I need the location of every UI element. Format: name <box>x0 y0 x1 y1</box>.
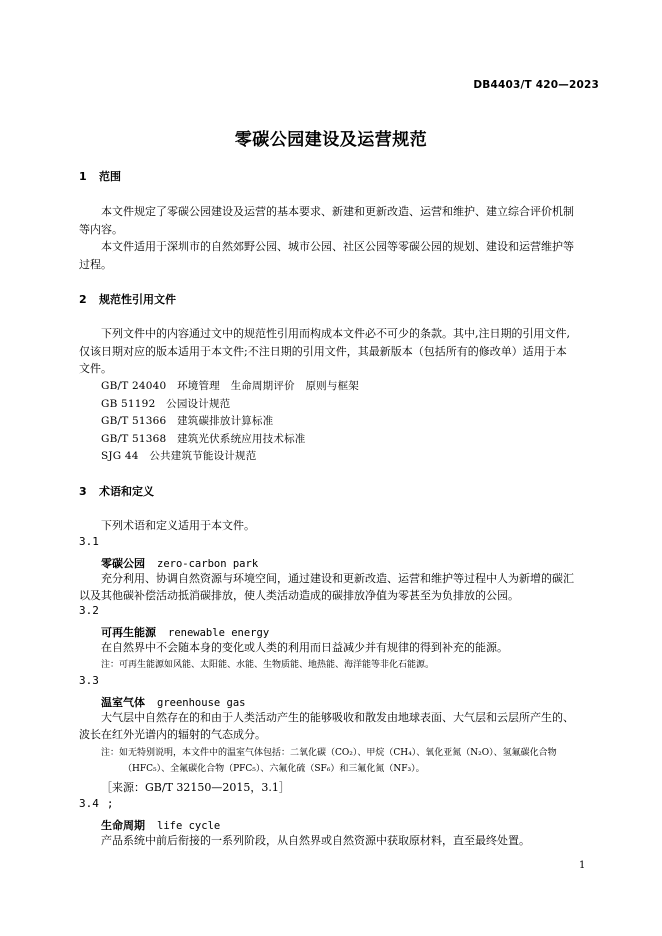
section-3-heading <box>79 483 154 499</box>
scope-paragraph-2-line-2: 过程。 <box>79 258 112 271</box>
scope-paragraph-2-line-1: 本文件适用于深圳市的自然郊野公园、城市公园、社区公园等零碳公园的规划、建设和运营维护等 <box>101 240 574 253</box>
term-3-1-number: 3.1 <box>79 535 99 548</box>
term-3-2-chinese: 可再生能源 <box>101 626 156 639</box>
term-3-3-definition-line-2: 波长在红外光谱内的辐射的气态成分。 <box>79 728 266 741</box>
term-3-3-source: ［来源：GB/T 32150—2015，3.1］ <box>101 781 290 794</box>
section-2-title: 规范性引用文件 <box>99 293 176 306</box>
term-3-3-note-line-1: 注：如无特别说明，本文件中的温室气体包括：二氧化碳（CO₂）、甲烷（CH₄）、氧化亚氮（N₂O）、氢氟碳化合物 <box>101 748 557 758</box>
normative-intro-line-3: 文件。 <box>79 362 112 375</box>
normative-intro-line-2: 仅该日期对应的版本适用于本文件;不注日期的引用文件，其最新版本（包括所有的修改单）适用于本 <box>79 345 567 358</box>
reference-item: GB/T 51368 建筑光伏系统应用技术标准 <box>101 433 306 445</box>
document-title: 零碳公园建设及运营规范 <box>234 130 428 150</box>
term-3-2-heading <box>101 621 269 640</box>
terms-intro: 下列术语和定义适用于本文件。 <box>101 519 255 532</box>
term-3-3-number: 3.3 <box>79 674 99 687</box>
page-number: 1 <box>579 860 586 871</box>
reference-item: GB/T 51366 建筑碳排放计算标准 <box>101 415 274 427</box>
term-3-3-note-line-2: （HFC₅）、全氟碳化合物（PFC₅）、六氟化硫（SF₆）和三氟化氮（NF₃）。 <box>123 764 425 774</box>
term-3-4-definition: 产品系统中前后衔接的一系列阶段，从自然界或自然资源中获取原材料，直至最终处置。 <box>101 834 530 847</box>
term-3-2-definition: 在自然界中不会随本身的变化或人类的利用而日益减少并有规律的得到补充的能源。 <box>101 641 508 654</box>
term-3-4-chinese: 生命周期 <box>101 819 145 832</box>
reference-item: SJG 44 公共建筑节能设计规范 <box>101 450 257 462</box>
term-3-4-mark: ; <box>106 797 114 810</box>
term-3-2-note: 注：可再生能源如风能、太阳能、水能、生物质能、地热能、海洋能等非化石能源。 <box>101 660 435 670</box>
term-3-1-english: zero-carbon park <box>157 558 259 570</box>
section-3-title: 术语和定义 <box>99 485 154 498</box>
term-3-1-chinese: 零碳公园 <box>101 557 145 570</box>
term-3-1-definition-line-1: 充分利用、协调自然资源与环境空间，通过建设和更新改造、运营和维护等过程中人为新增的碳汇 <box>101 572 574 585</box>
section-3-number: 3 <box>79 485 87 498</box>
scope-paragraph-1-line-1: 本文件规定了零碳公园建设及运营的基本要求、新建和更新改造、运营和维护、建立综合评价机制 <box>101 205 574 218</box>
reference-item: GB 51192 公园设计规范 <box>101 398 231 410</box>
section-1-number: 1 <box>79 170 87 183</box>
term-3-2-english: renewable energy <box>168 627 270 639</box>
term-3-1-heading <box>101 552 258 571</box>
term-3-4-english: life cycle <box>157 820 221 832</box>
section-2-number: 2 <box>79 293 87 306</box>
term-3-4-number: 3.4 <box>79 797 99 810</box>
term-3-3-chinese: 温室气体 <box>101 696 145 709</box>
term-3-3-definition-line-1: 大气层中自然存在的和由于人类活动产生的能够吸收和散发由地球表面、大气层和云层所产生的、 <box>101 711 574 724</box>
section-2-heading <box>79 291 176 307</box>
term-3-4-number-row <box>79 797 114 810</box>
term-3-3-heading <box>101 691 246 710</box>
section-1-title: 范围 <box>99 170 121 183</box>
term-3-1-definition-line-2: 以及其他碳补偿活动抵消碳排放，使人类活动造成的碳排放净值为零甚至为负排放的公园。 <box>79 589 519 602</box>
term-3-3-english: greenhouse gas <box>157 697 246 709</box>
reference-item: GB/T 24040 环境管理 生命周期评价 原则与框架 <box>101 380 359 392</box>
normative-intro-line-1: 下列文件中的内容通过文中的规范性引用而构成本文件必不可少的条款。其中,注日期的引用文件, <box>101 327 570 340</box>
term-3-4-heading <box>101 814 220 833</box>
standard-code: DB4403/T 420—2023 <box>473 79 599 91</box>
section-1-heading <box>79 168 121 184</box>
term-3-2-number: 3.2 <box>79 604 99 617</box>
scope-paragraph-1-line-2: 等内容。 <box>79 223 123 236</box>
